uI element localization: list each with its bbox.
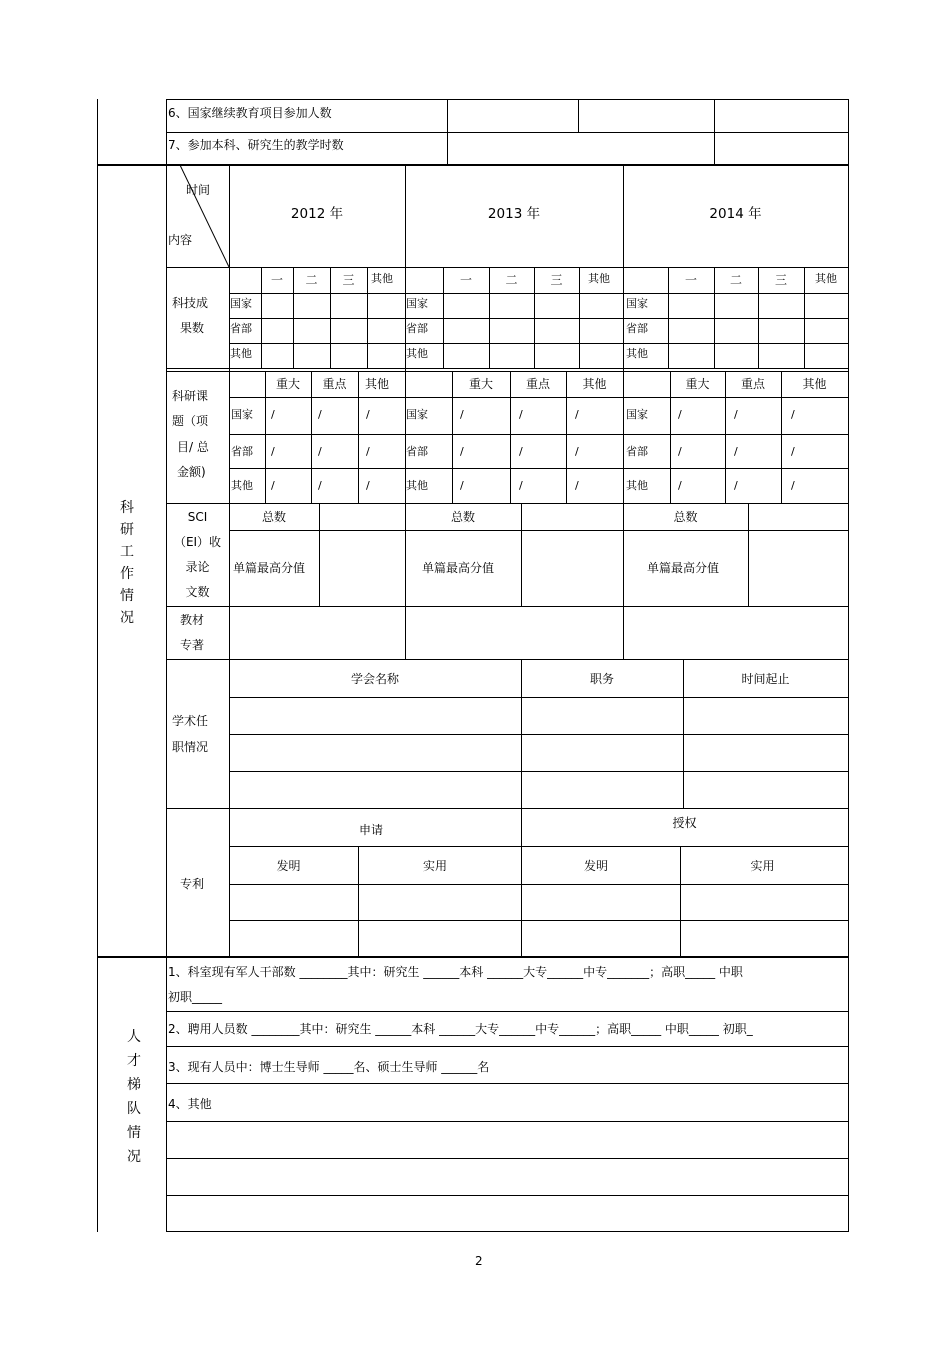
- row-continuing-education: 6、国家继续教育项目参加人数: [168, 106, 332, 120]
- books-label-2: 专著: [180, 638, 205, 652]
- proj-row: 其他: [231, 479, 253, 492]
- ach-col: 其他: [588, 272, 610, 285]
- sci-label-1: SCI: [187, 510, 208, 524]
- ach-col: 二: [305, 273, 318, 287]
- sci-max-score: 单篇最高分值: [421, 561, 494, 575]
- proj-col: 其他: [582, 377, 607, 391]
- proj-col: 重大: [275, 377, 300, 391]
- row-teaching-hours: 7、参加本科、研究生的教学时数: [168, 138, 344, 152]
- academic-col-position: 职务: [589, 672, 614, 686]
- sci-label-3: 录论: [185, 560, 210, 574]
- sci-max-score: 单篇最高分值: [232, 561, 305, 575]
- patent-utility: 实用: [422, 859, 447, 873]
- ach-col: 一: [270, 273, 283, 287]
- ach-col: 其他: [815, 272, 837, 285]
- achievements-label-1: 科技成: [172, 296, 209, 310]
- proj-row: 国家: [626, 408, 648, 421]
- proj-row: 省部: [406, 445, 428, 458]
- ach-row: 国家: [230, 297, 252, 310]
- proj-col: 重点: [740, 377, 765, 391]
- sci-max-score: 单篇最高分值: [646, 561, 719, 575]
- proj-row: 省部: [626, 445, 648, 458]
- ach-row: 其他: [230, 347, 252, 360]
- ach-row: 省部: [230, 322, 252, 335]
- year-2014: 2014 年: [709, 206, 762, 222]
- ach-col: 一: [459, 273, 472, 287]
- ach-row: 国家: [406, 297, 428, 310]
- ach-col: 其他: [371, 272, 393, 285]
- proj-col: 重大: [468, 377, 493, 391]
- books-label-1: 教材: [180, 613, 205, 627]
- academic-label-1: 学术任: [172, 714, 209, 728]
- diag-time-label: 时间: [186, 183, 211, 197]
- diag-content-label: 内容: [168, 233, 193, 247]
- talent-line-hired: 2、聘用人员数 ________其中：研究生 ______本科 ______大专______中专______；高职_____ 中职_____ 初职_: [168, 1022, 753, 1036]
- year-2012: 2012 年: [290, 206, 344, 222]
- proj-row: 省部: [231, 445, 253, 458]
- sci-total: 总数: [261, 510, 286, 524]
- proj-col: 其他: [802, 377, 827, 391]
- ach-row: 省部: [406, 322, 428, 335]
- projects-label-3: 目/ 总: [177, 440, 209, 454]
- proj-col: 其他: [364, 377, 389, 391]
- talent-line-supervisors: 3、现有人员中：博士生导师 _____名、硕士生导师 ______名: [168, 1060, 490, 1074]
- sci-total: 总数: [450, 510, 475, 524]
- ach-col: 二: [729, 273, 742, 287]
- academic-col-period: 时间起止: [741, 672, 790, 686]
- ach-row: 其他: [406, 347, 428, 360]
- proj-row: 其他: [626, 479, 648, 492]
- ach-row: 省部: [626, 322, 648, 335]
- year-2013: 2013 年: [487, 206, 541, 222]
- sci-label-2: （EI）收: [173, 535, 222, 549]
- projects-label-4: 金额): [177, 465, 206, 479]
- form-page: 6、国家继续教育项目参加人数 7、参加本科、研究生的教学时数 科 研 工 作 情 况 时间 内容 2012 年 2013 年 2014 年 科技成 果数 一 二 三 其他 一 二 三 其他 一 二 三 其他 国家 省部 其他 国家 省部 其他 国家 省部 其他 科研课 题（项 目/ 总 金额) 重大 重点 其他 重大 重点 其他 重大 重点 其他 国家 省部 其他 国家 省部 其他 国家 省部 其他 / / / / / / / / / / / / / / / / / / / / / / / / / / / SCI （EI）收 录论 文数 总数 总数 总数 单篇最高分值 单篇最高分值 单篇最高分值 教材 专著 学术任 职情况 学会名称 职务 时间起止 专利 申请 授权 发明 实用 发明 实用 人 才 梯 队 情 况 1、科室现有军人干部数 ________其中：研究生 ______本科 ______大专______中专_______；高职_____ 中职 初职_____ 2、聘用人员数 ________其中：研究生 ______本科 ______大专______中专______；高职_____ 中职_____ 初职_ 3、现有人员中：博士生导师 _____名、硕士生导师 ______名 4、其他 2: [0, 0, 950, 1346]
- ach-row: 国家: [626, 297, 648, 310]
- patent-apply: 申请: [358, 823, 383, 837]
- academic-label-2: 职情况: [172, 740, 209, 754]
- achievements-label-2: 果数: [180, 321, 205, 335]
- proj-col: 重点: [322, 377, 347, 391]
- talent-line-other: 4、其他: [168, 1097, 212, 1111]
- talent-line-military-cont: 初职_____: [168, 990, 223, 1004]
- patent-invent: 发明: [276, 859, 301, 873]
- proj-col: 重大: [685, 377, 710, 391]
- patent-utility: 实用: [750, 859, 775, 873]
- patent-invent: 发明: [583, 859, 608, 873]
- ach-col: 三: [550, 273, 563, 287]
- projects-label-2: 题（项: [172, 414, 209, 428]
- page-number: 2: [475, 1254, 483, 1268]
- academic-col-society: 学会名称: [350, 672, 399, 686]
- sci-total: 总数: [673, 510, 698, 524]
- diagonal-line: [166, 165, 230, 268]
- ach-row: 其他: [626, 347, 648, 360]
- ach-col: 三: [774, 273, 787, 287]
- patent-label: 专利: [180, 877, 205, 891]
- proj-row: 其他: [406, 479, 428, 492]
- ach-col: 三: [342, 273, 355, 287]
- proj-row: 国家: [406, 408, 428, 421]
- talent-line-military: 1、科室现有军人干部数 ________其中：研究生 ______本科 ______大专______中专_______；高职_____ 中职: [168, 965, 743, 979]
- proj-row: 国家: [231, 408, 253, 421]
- projects-label-1: 科研课: [172, 389, 209, 403]
- patent-grant: 授权: [672, 816, 697, 830]
- ach-col: 二: [505, 273, 518, 287]
- proj-col: 重点: [525, 377, 550, 391]
- ach-col: 一: [684, 273, 697, 287]
- sci-label-4: 文数: [185, 585, 210, 599]
